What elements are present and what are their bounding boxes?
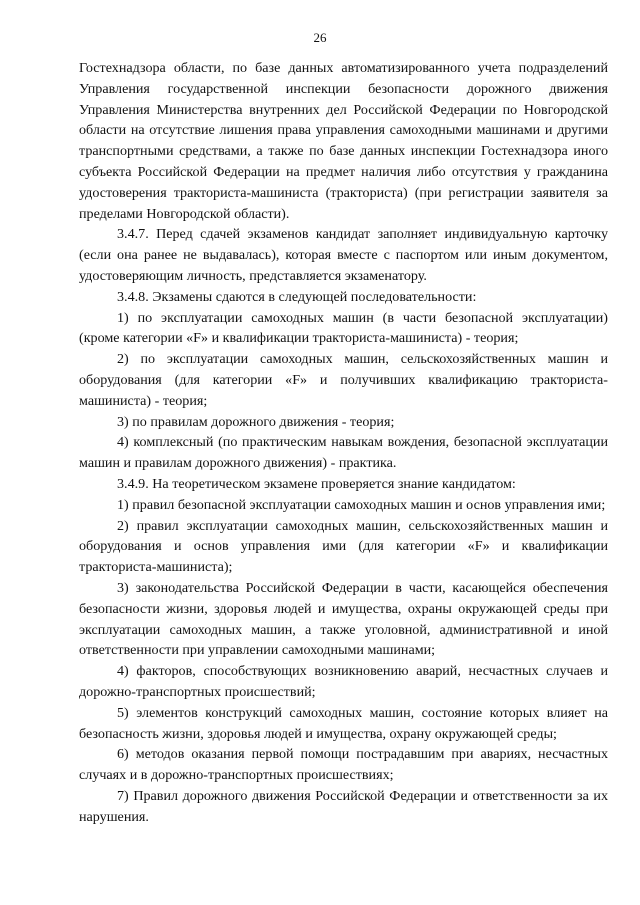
paragraph-3-4-9: 3.4.9. На теоретическом экзамене проверяется знание кандидатом: (117, 475, 516, 492)
list-item-knowledge-7: 7) Правил дорожного движения Российской Федерации и ответственности за их нарушения. (79, 787, 608, 825)
list-item-knowledge-2: 2) правил эксплуатации самоходных машин, сельскохозяйственных машин и оборудования и основ управления ими (для категории «F» и квалификации тракториста-машиниста); (79, 517, 608, 576)
paragraph-3-4-8: 3.4.8. Экзамены сдаются в следующей последовательности: (117, 288, 477, 305)
list-item-knowledge-5: 5) элементов конструкций самоходных машин, состояние которых влияет на безопасность жизни, здоровья людей и имущества, охрану окружающей среды; (79, 704, 608, 742)
paragraph-continuation: Гостехнадзора области, по базе данных автоматизированного учета подразделений Управления государственной инспекции безопасности дорожного движения Управления Министерства внутренних дел Российской Федерации по Новгородской области на отсутствие лишения права управления самоходными машинами и другими транспортными средствами, а также по базе данных инспекции Гостехнадзора иного субъекта Российской Федерации на предмет наличия либо отсутствия у гражданина удостоверения тракториста-машиниста (тракториста) (при регистрации заявителя за пределами Новгородской области). (79, 60, 608, 222)
list-item-exam-3: 3) по правилам дорожного движения - теория; (117, 413, 395, 430)
list-item-exam-4: 4) комплексный (по практическим навыкам вождения, безопасной эксплуатации машин и правилам дорожного движения) - практика. (79, 434, 608, 472)
list-item-knowledge-3: 3) законодательства Российской Федерации в части, касающейся обеспечения безопасности жизни, здоровья людей и имущества, охраны окружающей среды при эксплуатации самоходных машин, а также уголовной, административной и иной ответственности при управлении самоходными машинами; (79, 579, 608, 659)
list-item-knowledge-4: 4) факторов, способствующих возникновению аварий, несчастных случаев и дорожно-транспортных происшествий; (79, 663, 608, 700)
document-body (79, 58, 608, 827)
list-item-exam-2: 2) по эксплуатации самоходных машин, сельскохозяйственных машин и оборудования (для категории «F» и получивших квалификацию тракториста-машиниста) - теория; (79, 351, 608, 409)
list-item-exam-1: 1) по эксплуатации самоходных машин (в части безопасной эксплуатации) (кроме категории «F» и квалификации тракториста-машиниста) - теория; (79, 309, 608, 347)
list-item-knowledge-6: 6) методов оказания первой помощи пострадавшим при авариях, несчастных случаях и в дорожно-транспортных происшествиях; (79, 746, 608, 784)
list-item-knowledge-1: 1) правил безопасной эксплуатации самоходных машин и основ управления ими; (117, 496, 606, 513)
page-number: 26 (313, 30, 327, 45)
paragraph-3-4-7: 3.4.7. Перед сдачей экзаменов кандидат заполняет индивидуальную карточку (если она ранее не выдавалась), которая вместе с паспортом или иным документом, удостоверяющим личность, представляется экзаменатору. (79, 226, 608, 284)
